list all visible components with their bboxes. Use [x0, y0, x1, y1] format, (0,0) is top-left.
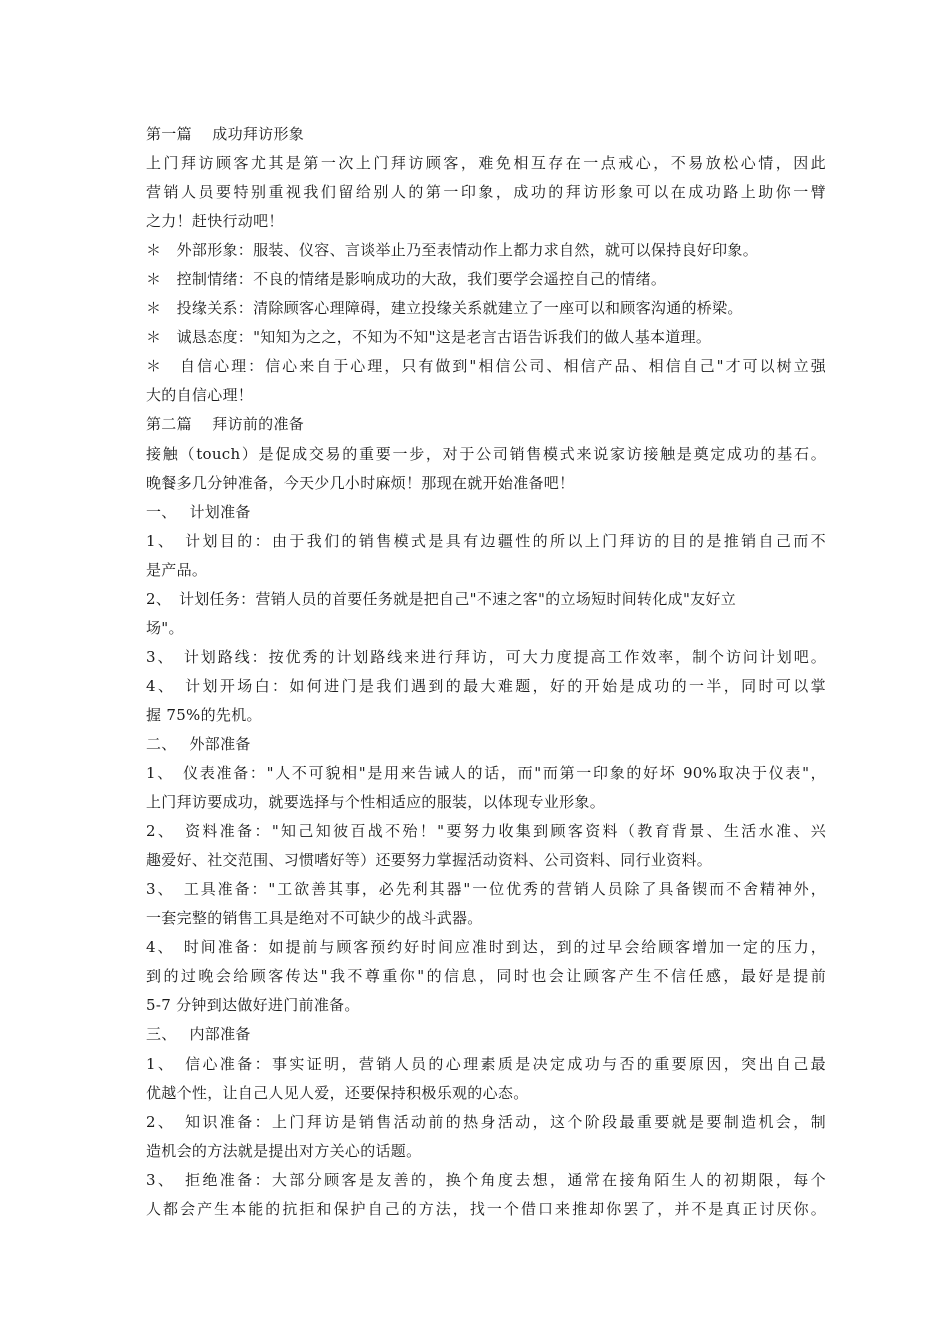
text-line: 人都会产生本能的抗拒和保护自己的方法，找一个借口来推却你罢了，并不是真正讨厌你。	[146, 1199, 826, 1218]
text-line: 晚餐多几分钟准备，今天少几小时麻烦！那现在就开始准备吧！	[146, 473, 575, 492]
text-line: 2、 计划任务：营销人员的首要任务就是把自己"不速之客"的立场短时间转化成"友好立	[146, 589, 737, 608]
text-line: 2、 知识准备：上门拜访是销售活动前的热身活动，这个阶段最重要就是要制造机会，制	[146, 1112, 826, 1131]
text-line: 造机会的方法就是提出对方关心的话题。	[146, 1141, 422, 1160]
document-body	[146, 120, 826, 1224]
text-line: 优越个性，让自己人见人爱，还要保持积极乐观的心态。	[146, 1083, 529, 1102]
text-line: ＊ 投缘关系：清除顾客心理障碍，建立投缘关系就建立了一座可以和顾客沟通的桥梁。	[146, 299, 743, 318]
text-line: 第二篇 拜访前的准备	[146, 415, 305, 434]
text-line: 一套完整的销售工具是绝对不可缺少的战斗武器。	[146, 909, 483, 928]
text-line: 一、 计划准备	[146, 502, 251, 521]
text-line: 4、 时间准备：如提前与顾客预约好时间应准时到达，到的过早会给顾客增加一定的压力，	[146, 938, 826, 957]
text-line: 5-7 分钟到达做好进门前准备。	[146, 996, 360, 1015]
text-line: 趣爱好、社交范围、习惯嗜好等）还要努力掌握活动资料、公司资料、同行业资料。	[146, 851, 713, 870]
text-line: 1、 仪表准备："人不可貌相"是用来告诫人的话，而"而第一印象的好坏 90%取决于仪表"，	[146, 764, 826, 783]
text-line: 3、 计划路线：按优秀的计划路线来进行拜访，可大力度提高工作效率，制个访问计划吧。	[146, 647, 826, 666]
text-line: 1、 信心准备：事实证明，营销人员的心理素质是决定成功与否的重要原因，突出自己最	[146, 1054, 826, 1073]
text-line: 场"。	[146, 618, 184, 637]
text-line: 4、 计划开场白：如何进门是我们遇到的最大难题，好的开始是成功的一半，同时可以掌	[146, 676, 826, 695]
text-line: 3、 工具准备："工欲善其事，必先利其器"一位优秀的营销人员除了具备锲而不舍精神外，	[146, 880, 826, 899]
text-line: 1、 计划目的：由于我们的销售模式是具有边疆性的所以上门拜访的目的是推销自己而不	[146, 531, 826, 550]
text-line: 大的自信心理！	[146, 386, 254, 405]
text-line: ＊ 诚恳态度："知知为之之，不知为不知"这是老言古语告诉我们的做人基本道理。	[146, 328, 712, 347]
text-line: ＊ 自信心理：信心来自于心理，只有做到"相信公司、相信产品、相信自己"才可以树立强	[146, 357, 826, 376]
text-line: 营销人员要特别重视我们留给别人的第一印象，成功的拜访形象可以在成功路上助你一臂	[146, 183, 826, 202]
text-line: 之力！赶快行动吧！	[146, 212, 284, 231]
text-line: ＊ 外部形象：服装、仪容、言谈举止乃至表情动作上都力求自然，就可以保持良好印象。	[146, 241, 759, 260]
text-line: 二、 外部准备	[146, 734, 251, 753]
text-line: 三、 内部准备	[146, 1025, 251, 1044]
text-line: 上门拜访顾客尤其是第一次上门拜访顾客，难免相互存在一点戒心，不易放松心情，因此	[146, 154, 826, 173]
text-line: 2、 资料准备："知己知彼百战不殆！"要努力收集到顾客资料（教育背景、生活水准、兴	[146, 822, 826, 841]
text-line: 是产品。	[146, 560, 208, 579]
text-line: 上门拜访要成功，就要选择与个性相适应的服装，以体现专业形象。	[146, 793, 606, 812]
text-line: 3、 拒绝准备：大部分顾客是友善的，换个角度去想，通常在接角陌生人的初期限，每个	[146, 1170, 826, 1189]
text-line: 握 75%的先机。	[146, 705, 262, 724]
text-line: 第一篇 成功拜访形象	[146, 125, 305, 143]
text-line: ＊ 控制情绪：不良的情绪是影响成功的大敌，我们要学会遥控自己的情绪。	[146, 270, 667, 289]
text-line: 到的过晚会给顾客传达"我不尊重你"的信息，同时也会让顾客产生不信任感，最好是提前	[146, 967, 826, 986]
text-line: 接触（touch）是促成交易的重要一步，对于公司销售模式来说家访接触是奠定成功的基石。	[146, 444, 826, 463]
